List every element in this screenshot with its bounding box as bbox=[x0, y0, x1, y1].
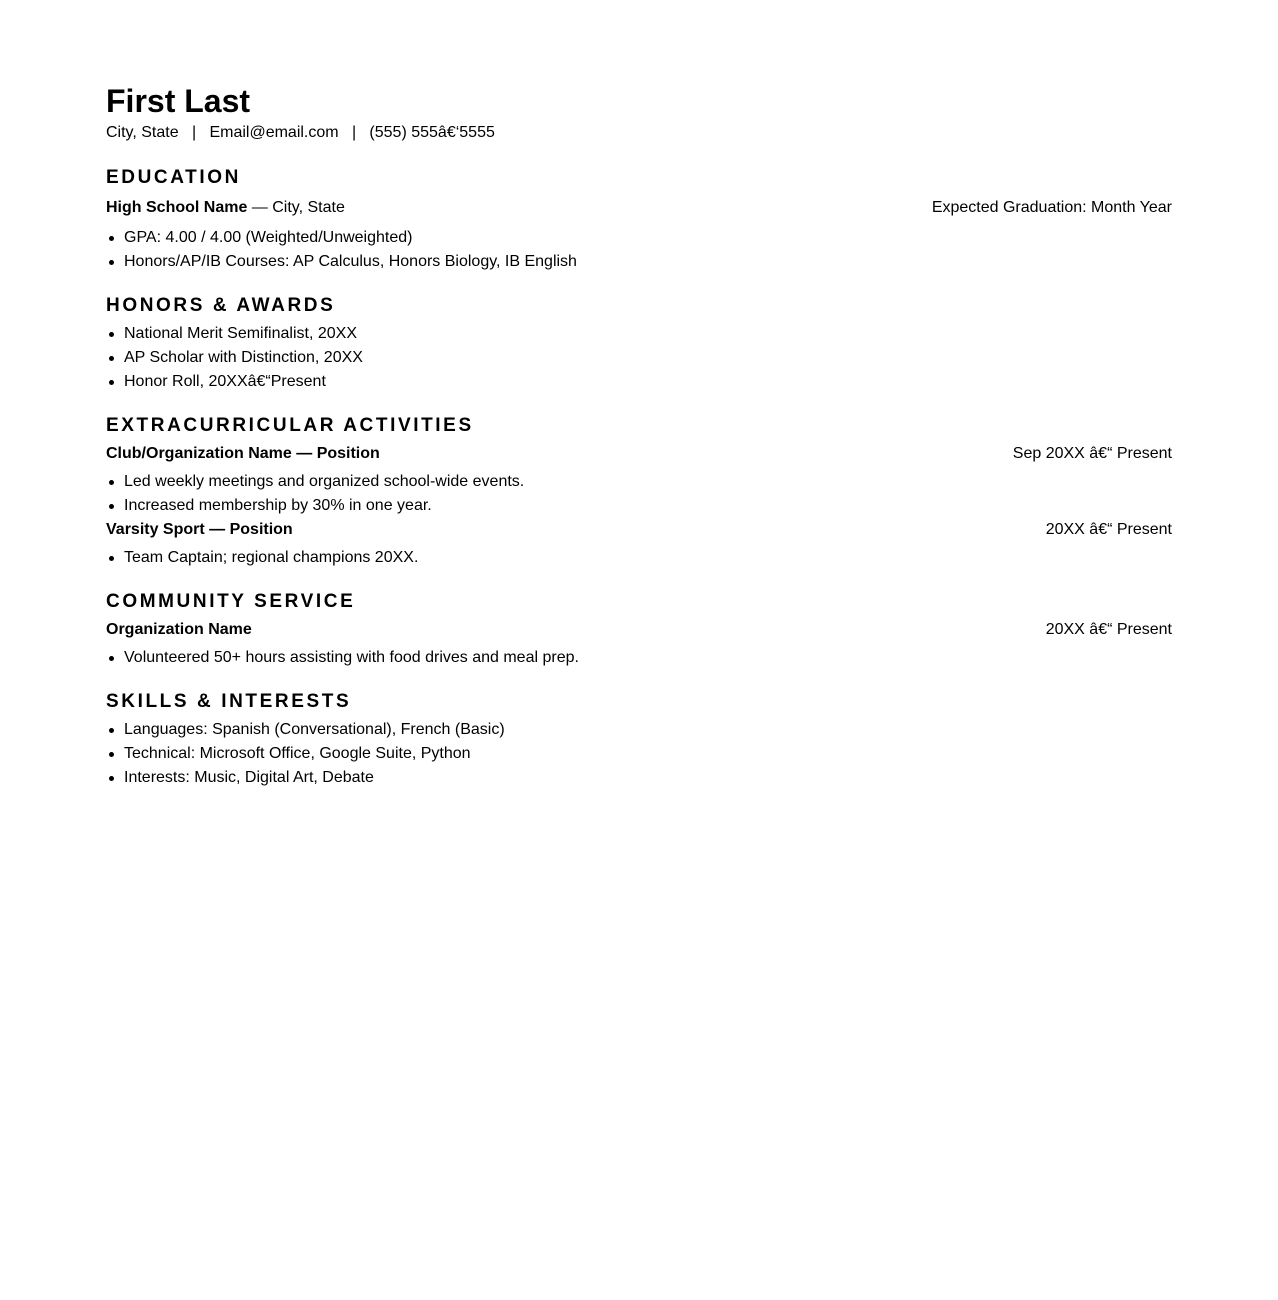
school-line bbox=[106, 196, 345, 220]
list-item: Languages: Spanish (Conversational), French (Basic) bbox=[106, 718, 1172, 742]
activity-title: Club/Organization Name — Position bbox=[106, 445, 380, 462]
activity-bullets bbox=[106, 546, 1172, 570]
education-bullets bbox=[106, 226, 1172, 274]
community-entry-header bbox=[106, 618, 1172, 642]
list-item: Volunteered 50+ hours assisting with food drives and meal prep. bbox=[106, 646, 1172, 670]
section-title-community: COMMUNITY SERVICE bbox=[106, 591, 356, 612]
community-bullets bbox=[106, 646, 1172, 670]
activity-heading bbox=[106, 518, 293, 542]
list-item: Interests: Music, Digital Art, Debate bbox=[106, 766, 1172, 790]
organization-name: Organization Name bbox=[106, 621, 252, 638]
activity-bullets bbox=[106, 470, 1172, 518]
section-title-extracurricular: EXTRACURRICULAR ACTIVITIES bbox=[106, 415, 474, 436]
education-date: Expected Graduation: Month Year bbox=[931, 199, 1172, 216]
resume-name: First Last bbox=[106, 83, 251, 119]
list-item: Increased membership by 30% in one year. bbox=[106, 494, 1172, 518]
education-section bbox=[106, 166, 1172, 274]
list-item: GPA: 4.00 / 4.00 (Weighted/Unweighted) bbox=[106, 226, 1172, 250]
community-section bbox=[106, 590, 1172, 670]
activity-date: 20XX â€“ Present bbox=[1045, 521, 1172, 538]
skills-bullets bbox=[106, 718, 1172, 790]
activity-heading bbox=[106, 442, 380, 466]
list-item: Honor Roll, 20XXâ€“Present bbox=[106, 370, 1172, 394]
community-date: 20XX â€“ Present bbox=[1045, 621, 1172, 638]
education-entry-header bbox=[106, 196, 1172, 220]
section-title-honors: HONORS & AWARDS bbox=[106, 295, 336, 316]
contact-line: City, State | Email@email.com | (555) 555â€‘5555 bbox=[106, 124, 495, 141]
extracurricular-section bbox=[106, 414, 1172, 570]
section-title-skills: SKILLS & INTERESTS bbox=[106, 691, 352, 712]
section-title-education: EDUCATION bbox=[106, 167, 241, 188]
skills-section bbox=[106, 690, 1172, 790]
community-heading bbox=[106, 618, 252, 642]
activity-entry-header bbox=[106, 442, 1172, 466]
activity-date: Sep 20XX â€“ Present bbox=[1012, 445, 1172, 462]
school-location: — City, State bbox=[247, 199, 345, 216]
list-item: Led weekly meetings and organized school-wide events. bbox=[106, 470, 1172, 494]
list-item: AP Scholar with Distinction, 20XX bbox=[106, 346, 1172, 370]
activity-entry-header bbox=[106, 518, 1172, 542]
honors-bullets bbox=[106, 322, 1172, 394]
school-name: High School Name bbox=[106, 199, 248, 216]
list-item: Honors/AP/IB Courses: AP Calculus, Honors Biology, IB English bbox=[106, 250, 1172, 274]
list-item: National Merit Semifinalist, 20XX bbox=[106, 322, 1172, 346]
resume-page bbox=[106, 81, 1172, 790]
list-item: Technical: Microsoft Office, Google Suite, Python bbox=[106, 742, 1172, 766]
list-item: Team Captain; regional champions 20XX. bbox=[106, 546, 1172, 570]
honors-section bbox=[106, 294, 1172, 394]
activity-title: Varsity Sport — Position bbox=[106, 521, 293, 538]
